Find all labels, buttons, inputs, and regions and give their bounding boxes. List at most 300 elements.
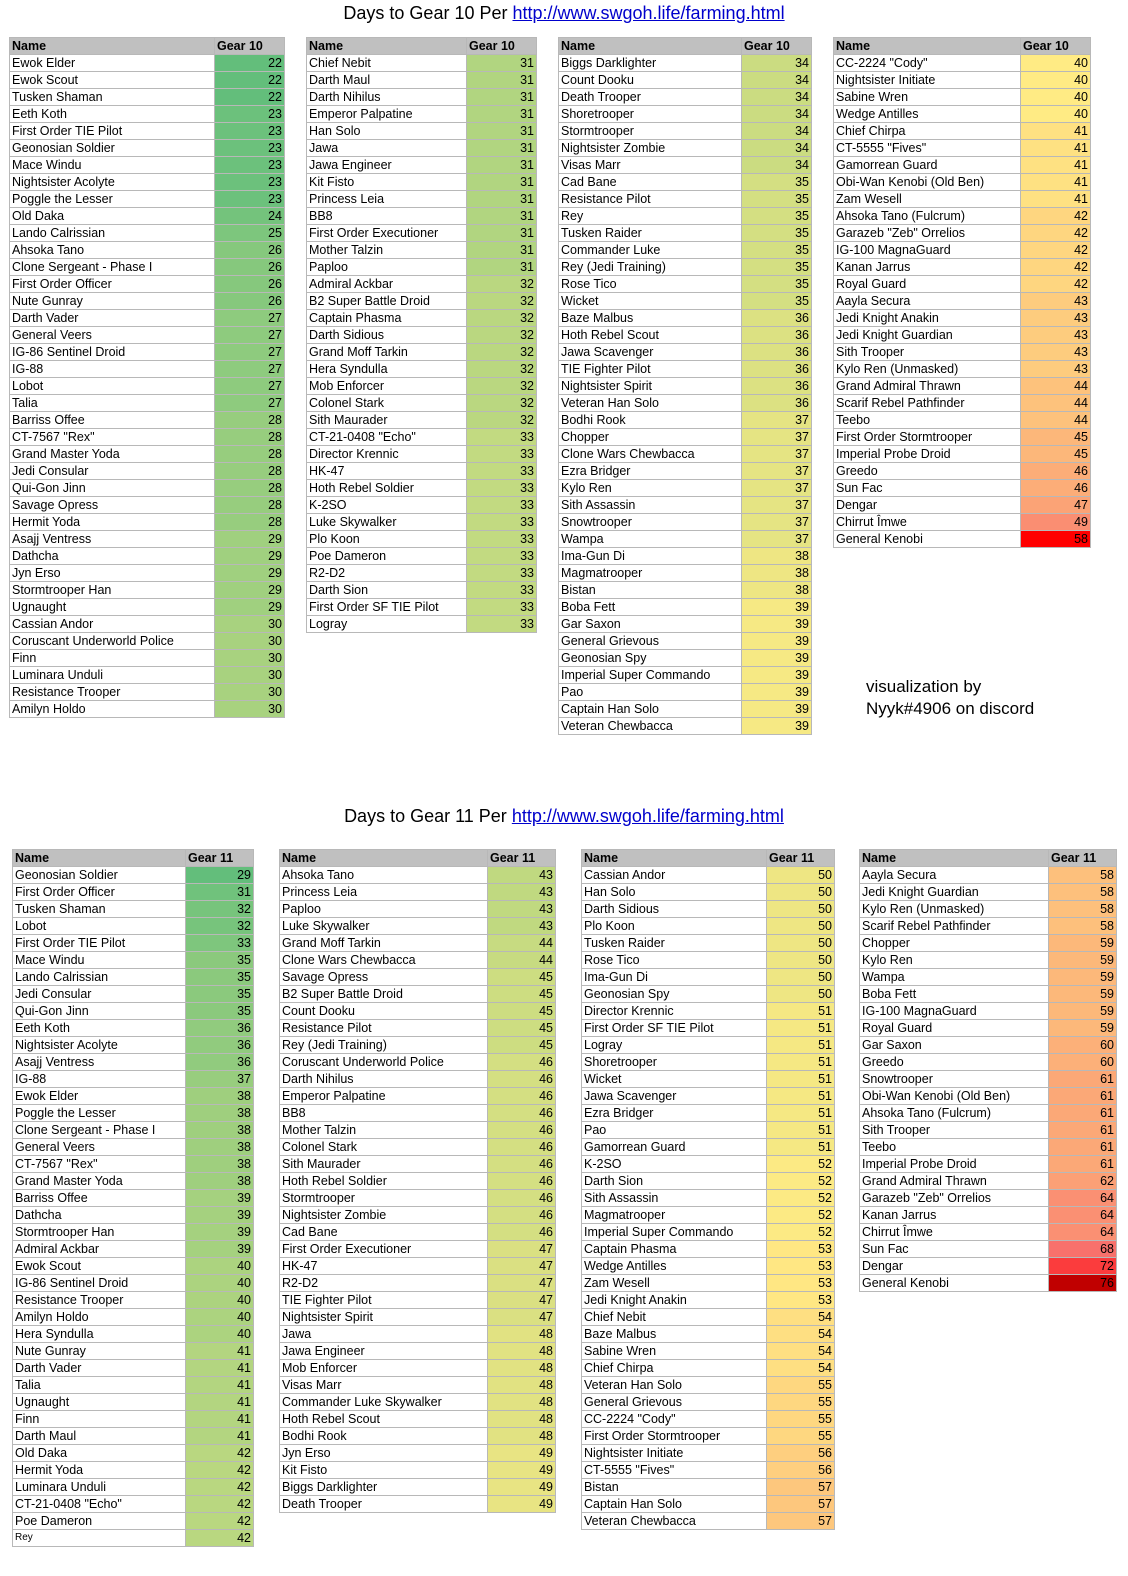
character-name: Stormtrooper bbox=[280, 1190, 488, 1207]
character-name: Sith Trooper bbox=[834, 344, 1021, 361]
days-value: 33 bbox=[467, 548, 537, 565]
table-row bbox=[10, 310, 285, 327]
table-row bbox=[582, 1258, 835, 1275]
days-value: 31 bbox=[467, 259, 537, 276]
table-row bbox=[559, 650, 812, 667]
table-row bbox=[559, 412, 812, 429]
character-name: Qui-Gon Jinn bbox=[13, 1003, 186, 1020]
character-name: CC-2224 "Cody" bbox=[834, 55, 1021, 72]
days-value: 51 bbox=[767, 1054, 835, 1071]
character-name: Darth Nihilus bbox=[280, 1071, 488, 1088]
table-row bbox=[280, 1360, 556, 1377]
character-name: First Order TIE Pilot bbox=[10, 123, 215, 140]
table-row bbox=[860, 867, 1117, 884]
days-value: 28 bbox=[215, 497, 285, 514]
character-name: Garazeb "Zeb" Orrelios bbox=[834, 225, 1021, 242]
character-name: Captain Han Solo bbox=[559, 701, 742, 718]
table-row bbox=[307, 225, 537, 242]
character-name: Nightsister Spirit bbox=[559, 378, 742, 395]
days-value: 43 bbox=[1021, 344, 1091, 361]
days-value: 42 bbox=[186, 1462, 254, 1479]
character-name: CT-21-0408 "Echo" bbox=[307, 429, 467, 446]
days-value: 43 bbox=[488, 918, 556, 935]
days-value: 54 bbox=[767, 1360, 835, 1377]
table-row bbox=[10, 463, 285, 480]
days-value: 22 bbox=[215, 72, 285, 89]
character-name: Resistance Trooper bbox=[13, 1292, 186, 1309]
table-row bbox=[10, 548, 285, 565]
character-name: Talia bbox=[10, 395, 215, 412]
days-value: 46 bbox=[488, 1139, 556, 1156]
table-row bbox=[280, 1037, 556, 1054]
character-name: Bistan bbox=[582, 1479, 767, 1496]
days-value: 45 bbox=[1021, 429, 1091, 446]
days-value: 40 bbox=[1021, 72, 1091, 89]
table-row bbox=[834, 378, 1091, 395]
table-row bbox=[13, 1020, 254, 1037]
character-name: General Grievous bbox=[582, 1394, 767, 1411]
table-row bbox=[559, 548, 812, 565]
table-row bbox=[834, 293, 1091, 310]
table-row bbox=[307, 327, 537, 344]
days-value: 54 bbox=[767, 1326, 835, 1343]
table-row bbox=[559, 276, 812, 293]
character-name: Hermit Yoda bbox=[10, 514, 215, 531]
character-name: Wicket bbox=[582, 1071, 767, 1088]
days-value: 45 bbox=[488, 1003, 556, 1020]
character-name: Sabine Wren bbox=[582, 1343, 767, 1360]
character-name: Geonosian Spy bbox=[559, 650, 742, 667]
days-value: 33 bbox=[467, 446, 537, 463]
table-row bbox=[559, 259, 812, 276]
days-value: 27 bbox=[215, 327, 285, 344]
character-name: Kit Fisto bbox=[280, 1462, 488, 1479]
value-column-header: Gear 11 bbox=[186, 850, 254, 867]
character-name: CC-2224 "Cody" bbox=[582, 1411, 767, 1428]
gear11-table-3 bbox=[581, 849, 835, 1530]
table-row bbox=[10, 157, 285, 174]
table-row bbox=[860, 1020, 1117, 1037]
days-value: 56 bbox=[767, 1445, 835, 1462]
table-row bbox=[280, 1377, 556, 1394]
days-value: 72 bbox=[1049, 1258, 1117, 1275]
character-name: Chirrut Îmwe bbox=[834, 514, 1021, 531]
table-row bbox=[834, 344, 1091, 361]
character-name: Resistance Trooper bbox=[10, 684, 215, 701]
days-value: 51 bbox=[767, 1071, 835, 1088]
character-name: Lobot bbox=[13, 918, 186, 935]
character-name: Wedge Antilles bbox=[582, 1258, 767, 1275]
character-name: General Veers bbox=[13, 1139, 186, 1156]
character-name: Sith Assassin bbox=[582, 1190, 767, 1207]
character-name: Bistan bbox=[559, 582, 742, 599]
days-value: 42 bbox=[1021, 259, 1091, 276]
days-value: 23 bbox=[215, 140, 285, 157]
days-value: 53 bbox=[767, 1275, 835, 1292]
days-value: 31 bbox=[467, 55, 537, 72]
character-name: CT-7567 "Rex" bbox=[13, 1156, 186, 1173]
character-name: IG-86 Sentinel Droid bbox=[13, 1275, 186, 1292]
character-name: HK-47 bbox=[280, 1258, 488, 1275]
table-row bbox=[834, 463, 1091, 480]
table-row bbox=[13, 1275, 254, 1292]
character-name: Rey (Jedi Training) bbox=[280, 1037, 488, 1054]
character-name: Colonel Stark bbox=[280, 1139, 488, 1156]
days-value: 59 bbox=[1049, 1020, 1117, 1037]
table-row bbox=[307, 259, 537, 276]
table-row bbox=[834, 208, 1091, 225]
table-row bbox=[280, 1326, 556, 1343]
days-value: 32 bbox=[467, 327, 537, 344]
table-row bbox=[10, 72, 285, 89]
character-name: Count Dooku bbox=[280, 1003, 488, 1020]
days-value: 43 bbox=[1021, 327, 1091, 344]
table-row bbox=[10, 633, 285, 650]
days-value: 61 bbox=[1049, 1122, 1117, 1139]
days-value: 47 bbox=[488, 1292, 556, 1309]
table-row bbox=[860, 1258, 1117, 1275]
character-name: Cassian Andor bbox=[10, 616, 215, 633]
days-value: 43 bbox=[1021, 361, 1091, 378]
table-row bbox=[834, 140, 1091, 157]
character-name: Kanan Jarrus bbox=[860, 1207, 1049, 1224]
days-value: 37 bbox=[742, 463, 812, 480]
table-row bbox=[582, 1496, 835, 1513]
table-row bbox=[13, 918, 254, 935]
table-header-row bbox=[582, 850, 835, 867]
table-row bbox=[582, 1139, 835, 1156]
days-value: 33 bbox=[186, 935, 254, 952]
character-name: Kylo Ren bbox=[860, 952, 1049, 969]
days-value: 23 bbox=[215, 191, 285, 208]
days-value: 60 bbox=[1049, 1054, 1117, 1071]
days-value: 29 bbox=[186, 867, 254, 884]
table-row bbox=[13, 935, 254, 952]
days-value: 40 bbox=[1021, 55, 1091, 72]
days-value: 38 bbox=[742, 548, 812, 565]
days-value: 34 bbox=[742, 157, 812, 174]
days-value: 28 bbox=[215, 412, 285, 429]
character-name: First Order Executioner bbox=[307, 225, 467, 242]
table-row bbox=[280, 1088, 556, 1105]
table-row bbox=[10, 378, 285, 395]
days-value: 49 bbox=[488, 1479, 556, 1496]
days-value: 48 bbox=[488, 1411, 556, 1428]
days-value: 38 bbox=[186, 1105, 254, 1122]
character-name: BB8 bbox=[280, 1105, 488, 1122]
table-row bbox=[307, 565, 537, 582]
character-name: Count Dooku bbox=[559, 72, 742, 89]
character-name: Zam Wesell bbox=[582, 1275, 767, 1292]
table-row bbox=[559, 55, 812, 72]
character-name: Stormtrooper bbox=[559, 123, 742, 140]
table-header-row bbox=[860, 850, 1117, 867]
character-name: BB8 bbox=[307, 208, 467, 225]
table-row bbox=[559, 446, 812, 463]
table-row bbox=[559, 106, 812, 123]
table-row bbox=[13, 867, 254, 884]
days-value: 42 bbox=[186, 1445, 254, 1462]
days-value: 30 bbox=[215, 616, 285, 633]
table-row bbox=[13, 1105, 254, 1122]
days-value: 53 bbox=[767, 1258, 835, 1275]
table-row bbox=[582, 1173, 835, 1190]
table-row bbox=[13, 1462, 254, 1479]
character-name: Biggs Darklighter bbox=[559, 55, 742, 72]
table-row bbox=[307, 429, 537, 446]
character-name: First Order Officer bbox=[13, 884, 186, 901]
character-name: Darth Sidious bbox=[582, 901, 767, 918]
table-row bbox=[559, 293, 812, 310]
character-name: Admiral Ackbar bbox=[307, 276, 467, 293]
days-value: 27 bbox=[215, 344, 285, 361]
days-value: 51 bbox=[767, 1037, 835, 1054]
character-name: Ewok Scout bbox=[13, 1258, 186, 1275]
days-value: 38 bbox=[186, 1173, 254, 1190]
table-row bbox=[834, 327, 1091, 344]
days-value: 52 bbox=[767, 1190, 835, 1207]
character-name: Chopper bbox=[559, 429, 742, 446]
table-row bbox=[13, 1258, 254, 1275]
table-row bbox=[834, 531, 1091, 548]
character-name: Veteran Han Solo bbox=[582, 1377, 767, 1394]
days-value: 33 bbox=[467, 565, 537, 582]
days-value: 45 bbox=[488, 969, 556, 986]
gear10-table-2 bbox=[306, 37, 537, 633]
days-value: 41 bbox=[186, 1343, 254, 1360]
character-name: K-2SO bbox=[307, 497, 467, 514]
table-row bbox=[280, 1258, 556, 1275]
character-name: Imperial Probe Droid bbox=[834, 446, 1021, 463]
table-row bbox=[280, 1309, 556, 1326]
days-value: 32 bbox=[186, 918, 254, 935]
name-column-header: Name bbox=[10, 38, 215, 55]
table-row bbox=[860, 1156, 1117, 1173]
days-value: 35 bbox=[742, 259, 812, 276]
days-value: 42 bbox=[1021, 276, 1091, 293]
table-row bbox=[280, 1343, 556, 1360]
days-value: 32 bbox=[467, 378, 537, 395]
character-name: Old Daka bbox=[10, 208, 215, 225]
table-row bbox=[582, 1462, 835, 1479]
days-value: 38 bbox=[186, 1156, 254, 1173]
table-row bbox=[307, 497, 537, 514]
table-row bbox=[860, 1037, 1117, 1054]
table-row bbox=[10, 701, 285, 718]
gear10-table-1 bbox=[9, 37, 285, 718]
table-row bbox=[582, 1445, 835, 1462]
table-row bbox=[559, 599, 812, 616]
table-row bbox=[860, 969, 1117, 986]
table-row bbox=[860, 1173, 1117, 1190]
days-value: 59 bbox=[1049, 986, 1117, 1003]
character-name: Ahsoka Tano bbox=[10, 242, 215, 259]
days-value: 41 bbox=[1021, 191, 1091, 208]
table-row bbox=[13, 969, 254, 986]
character-name: Savage Opress bbox=[280, 969, 488, 986]
days-value: 36 bbox=[186, 1054, 254, 1071]
character-name: Jawa bbox=[307, 140, 467, 157]
days-value: 50 bbox=[767, 986, 835, 1003]
value-column-header: Gear 11 bbox=[488, 850, 556, 867]
days-value: 32 bbox=[467, 276, 537, 293]
name-column-header: Name bbox=[834, 38, 1021, 55]
character-name: Ima-Gun Di bbox=[559, 548, 742, 565]
table-row bbox=[280, 1224, 556, 1241]
table-row bbox=[860, 1105, 1117, 1122]
days-value: 33 bbox=[467, 582, 537, 599]
character-name: Plo Koon bbox=[307, 531, 467, 548]
table-row bbox=[10, 293, 285, 310]
days-value: 43 bbox=[1021, 310, 1091, 327]
value-column-header: Gear 11 bbox=[1049, 850, 1117, 867]
days-value: 51 bbox=[767, 1020, 835, 1037]
days-value: 31 bbox=[467, 208, 537, 225]
character-name: Coruscant Underworld Police bbox=[280, 1054, 488, 1071]
character-name: Dengar bbox=[834, 497, 1021, 514]
character-name: Ahsoka Tano bbox=[280, 867, 488, 884]
days-value: 50 bbox=[767, 884, 835, 901]
days-value: 37 bbox=[186, 1071, 254, 1088]
days-value: 27 bbox=[215, 395, 285, 412]
days-value: 76 bbox=[1049, 1275, 1117, 1292]
days-value: 45 bbox=[488, 1037, 556, 1054]
table-row bbox=[834, 225, 1091, 242]
character-name: Zam Wesell bbox=[834, 191, 1021, 208]
character-name: IG-100 MagnaGuard bbox=[834, 242, 1021, 259]
table-row bbox=[860, 1088, 1117, 1105]
table-row bbox=[307, 157, 537, 174]
days-value: 36 bbox=[186, 1037, 254, 1054]
gear11-table-1 bbox=[12, 849, 254, 1547]
days-value: 35 bbox=[742, 174, 812, 191]
character-name: Bodhi Rook bbox=[280, 1428, 488, 1445]
table-row bbox=[559, 344, 812, 361]
table-row bbox=[559, 310, 812, 327]
days-value: 31 bbox=[186, 884, 254, 901]
character-name: Sith Maurader bbox=[307, 412, 467, 429]
days-value: 24 bbox=[215, 208, 285, 225]
character-name: First Order SF TIE Pilot bbox=[307, 599, 467, 616]
table-row bbox=[13, 1292, 254, 1309]
character-name: Poggle the Lesser bbox=[10, 191, 215, 208]
days-value: 58 bbox=[1049, 867, 1117, 884]
table-row bbox=[13, 1496, 254, 1513]
character-name: Hera Syndulla bbox=[307, 361, 467, 378]
table-row bbox=[13, 1156, 254, 1173]
character-name: Shoretrooper bbox=[559, 106, 742, 123]
days-value: 35 bbox=[742, 208, 812, 225]
gear11-title-link[interactable]: http://www.swgoh.life/farming.html bbox=[511, 806, 784, 826]
character-name: Kylo Ren (Unmasked) bbox=[834, 361, 1021, 378]
character-name: Mace Windu bbox=[10, 157, 215, 174]
table-row bbox=[10, 667, 285, 684]
days-value: 48 bbox=[488, 1428, 556, 1445]
days-value: 30 bbox=[215, 684, 285, 701]
character-name: Ugnaught bbox=[10, 599, 215, 616]
table-row bbox=[582, 1156, 835, 1173]
days-value: 38 bbox=[186, 1139, 254, 1156]
days-value: 68 bbox=[1049, 1241, 1117, 1258]
character-name: CT-5555 "Fives" bbox=[582, 1462, 767, 1479]
table-row bbox=[559, 463, 812, 480]
table-row bbox=[10, 514, 285, 531]
character-name: Clone Wars Chewbacca bbox=[280, 952, 488, 969]
days-value: 42 bbox=[186, 1479, 254, 1496]
days-value: 44 bbox=[1021, 378, 1091, 395]
table-row bbox=[307, 582, 537, 599]
character-name: Boba Fett bbox=[860, 986, 1049, 1003]
gear10-title-link[interactable]: http://www.swgoh.life/farming.html bbox=[512, 3, 785, 23]
days-value: 47 bbox=[488, 1309, 556, 1326]
days-value: 64 bbox=[1049, 1207, 1117, 1224]
character-name: Mother Talzin bbox=[307, 242, 467, 259]
days-value: 48 bbox=[488, 1360, 556, 1377]
character-name: Greedo bbox=[834, 463, 1021, 480]
character-name: First Order SF TIE Pilot bbox=[582, 1020, 767, 1037]
days-value: 32 bbox=[467, 293, 537, 310]
days-value: 31 bbox=[467, 106, 537, 123]
character-name: Hoth Rebel Scout bbox=[280, 1411, 488, 1428]
table-row bbox=[860, 1003, 1117, 1020]
character-name: Nightsister Acolyte bbox=[10, 174, 215, 191]
days-value: 32 bbox=[467, 344, 537, 361]
days-value: 34 bbox=[742, 140, 812, 157]
table-row bbox=[834, 174, 1091, 191]
character-name: Mace Windu bbox=[13, 952, 186, 969]
days-value: 39 bbox=[186, 1224, 254, 1241]
days-value: 48 bbox=[488, 1377, 556, 1394]
table-row bbox=[834, 395, 1091, 412]
days-value: 51 bbox=[767, 1088, 835, 1105]
table-row bbox=[280, 952, 556, 969]
table-row bbox=[559, 480, 812, 497]
days-value: 58 bbox=[1021, 531, 1091, 548]
table-row bbox=[559, 514, 812, 531]
table-row bbox=[582, 952, 835, 969]
table-row bbox=[582, 884, 835, 901]
character-name: Chopper bbox=[860, 935, 1049, 952]
days-value: 51 bbox=[767, 1122, 835, 1139]
days-value: 50 bbox=[767, 969, 835, 986]
days-value: 38 bbox=[186, 1122, 254, 1139]
character-name: Ahsoka Tano (Fulcrum) bbox=[860, 1105, 1049, 1122]
character-name: Sith Trooper bbox=[860, 1122, 1049, 1139]
days-value: 42 bbox=[186, 1513, 254, 1530]
table-row bbox=[582, 901, 835, 918]
days-value: 41 bbox=[186, 1377, 254, 1394]
days-value: 37 bbox=[742, 497, 812, 514]
character-name: Barriss Offee bbox=[13, 1190, 186, 1207]
table-row bbox=[10, 259, 285, 276]
table-row bbox=[559, 72, 812, 89]
table-row bbox=[582, 1054, 835, 1071]
days-value: 56 bbox=[767, 1462, 835, 1479]
character-name: Grand Moff Tarkin bbox=[307, 344, 467, 361]
days-value: 47 bbox=[488, 1258, 556, 1275]
table-row bbox=[834, 89, 1091, 106]
days-value: 64 bbox=[1049, 1190, 1117, 1207]
table-row bbox=[559, 633, 812, 650]
character-name: Hoth Rebel Soldier bbox=[307, 480, 467, 497]
days-value: 30 bbox=[215, 633, 285, 650]
character-name: Poe Dameron bbox=[13, 1513, 186, 1530]
character-name: Grand Master Yoda bbox=[10, 446, 215, 463]
days-value: 39 bbox=[742, 650, 812, 667]
character-name: Snowtrooper bbox=[860, 1071, 1049, 1088]
character-name: Cad Bane bbox=[280, 1224, 488, 1241]
table-row bbox=[280, 935, 556, 952]
